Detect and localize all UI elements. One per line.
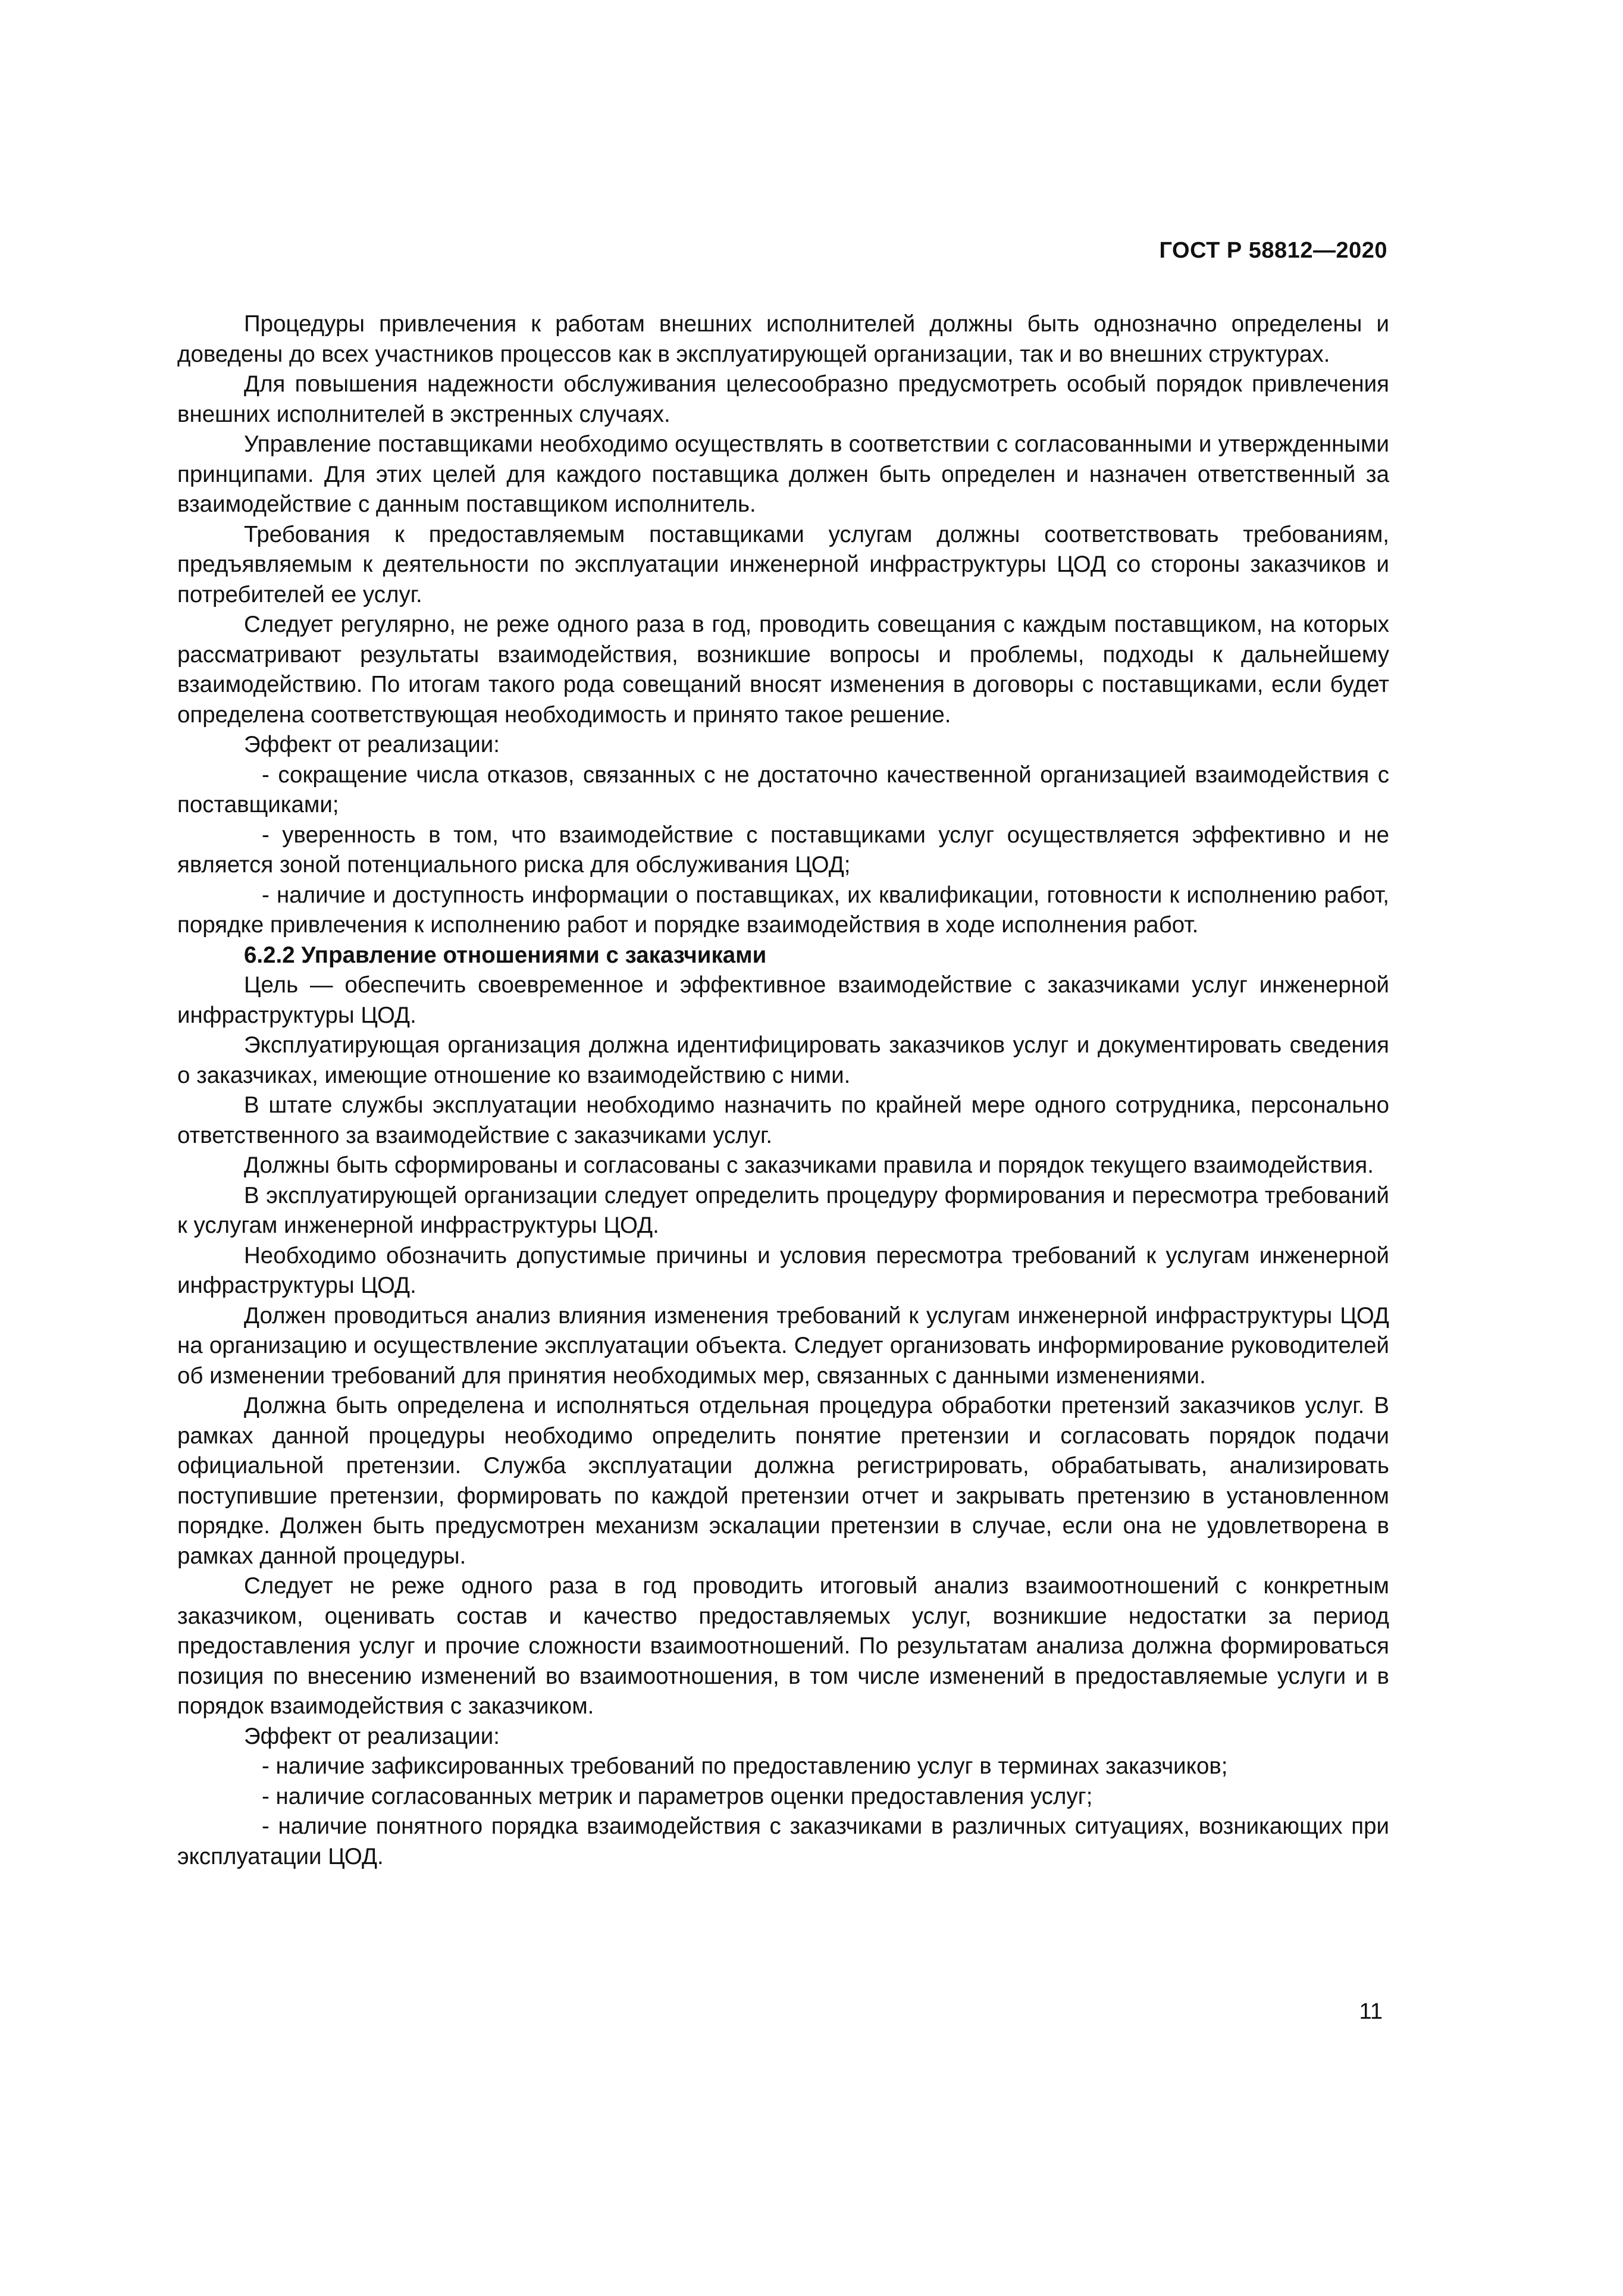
list-item: - наличие понятного порядка взаимодействия с заказчиками в различных ситуациях, возникающих при эксплуатации ЦОД. (177, 1813, 1389, 1869)
paragraph: Эффект от реализации: (244, 732, 500, 757)
paragraph: В эксплуатирующей организации следует определить процедуру формирования и пересмотра требований к услугам инженерной инфраструктуры ЦОД. (177, 1182, 1389, 1238)
page-number: 11 (1359, 1999, 1383, 2024)
list-item: - наличие зафиксированных требований по предоставлению услуг в терминах заказчиков; (262, 1753, 1228, 1779)
paragraph: Цель — обеспечить своевременное и эффективное взаимодействие с заказчиками услуг инженерной инфраструктуры ЦОД. (177, 972, 1389, 1028)
list-item: - наличие и доступность информации о поставщиках, их квалификации, готовности к исполнению работ, порядке привлечения к исполнению работ и порядке взаимодействия в ходе исполнения работ. (177, 882, 1389, 938)
paragraph: Должен проводиться анализ влияния изменения требований к услугам инженерной инфраструктуры ЦОД на организацию и осуществление эксплуатации объекта. Следует организовать информирование руководителей об изменении требований для принятия необходимых мер, связанных с данными изменениями. (177, 1302, 1389, 1389)
paragraph: Для повышения надежности обслуживания целесообразно предусмотреть особый порядок привлечения внешних исполнителей в экстренных случаях. (177, 371, 1389, 427)
document-body (177, 309, 1389, 1872)
paragraph: Следует регулярно, не реже одного раза в год, проводить совещания с каждым поставщиком, на которых рассматривают результаты взаимодействия, возникшие вопросы и проблемы, подходы к дальнейшему взаимодействию. По итогам такого рода совещаний вносят изменения в договоры с поставщиками, если будет определена соответствующая необходимость и принято такое решение. (177, 612, 1389, 728)
paragraph: Необходимо обозначить допустимые причины и условия пересмотра требований к услугам инженерной инфраструктуры ЦОД. (177, 1242, 1389, 1298)
paragraph: Должны быть сформированы и согласованы с заказчиками правила и порядок текущего взаимодействия. (244, 1152, 1374, 1178)
document-header: ГОСТ Р 58812—2020 (1159, 238, 1387, 263)
paragraph: Эксплуатирующая организация должна идентифицировать заказчиков услуг и документировать сведения о заказчиках, имеющие отношение ко взаимодействию с ними. (177, 1032, 1389, 1088)
paragraph: Управление поставщиками необходимо осуществлять в соответствии с согласованными и утвержденными принципами. Для этих целей для каждого поставщика должен быть определен и назначен ответственный за взаимодействие с данным поставщиком исполнитель. (177, 431, 1389, 517)
list-item: - сокращение числа отказов, связанных с не достаточно качественной организацией взаимодействия с поставщиками; (177, 762, 1389, 817)
paragraph: Процедуры привлечения к работам внешних исполнителей должны быть однозначно определены и доведены до всех участников процессов как в эксплуатирующей организации, так и во внешних структурах. (177, 311, 1389, 367)
section-heading: 6.2.2 Управление отношениями с заказчиками (244, 942, 767, 968)
paragraph: Эффект от реализации: (244, 1723, 500, 1749)
list-item: - наличие согласованных метрик и параметров оценки предоставления услуг; (262, 1783, 1093, 1809)
list-item: - уверенность в том, что взаимодействие с поставщиками услуг осуществляется эффективно и не является зоной потенциального риска для обслуживания ЦОД; (177, 822, 1389, 878)
paragraph: Следует не реже одного раза в год проводить итоговый анализ взаимоотношений с конкретным заказчиком, оценивать состав и качество предоставляемых услуг, возникшие недостатки за период предоставления услуг и прочие сложности взаимоотношений. По результатам анализа должна формироваться позиция по внесению изменений во взаимоотношения, в том числе изменений в предоставляемые услуги и в порядок взаимодействия с заказчиком. (177, 1573, 1389, 1719)
paragraph: В штате службы эксплуатации необходимо назначить по крайней мере одного сотрудника, персонально ответственного за взаимодействие с заказчиками услуг. (177, 1092, 1389, 1148)
paragraph: Должна быть определена и исполняться отдельная процедура обработки претензий заказчиков услуг. В рамках данной процедуры необходимо определить понятие претензии и согласовать порядок подачи официальной претензии. Служба эксплуатации должна регистрировать, обрабатывать, анализировать поступившие претензии, формировать по каждой претензии отчет и закрывать претензию в установленном порядке. Должен быть предусмотрен механизм эскалации претензии в случае, если она не удовлетворена в рамках данной процедуры. (177, 1393, 1389, 1569)
paragraph: Требования к предоставляемым поставщиками услугам должны соответствовать требованиям, предъявляемым к деятельности по эксплуатации инженерной инфраструктуры ЦОД со стороны заказчиков и потребителей ее услуг. (177, 521, 1389, 607)
